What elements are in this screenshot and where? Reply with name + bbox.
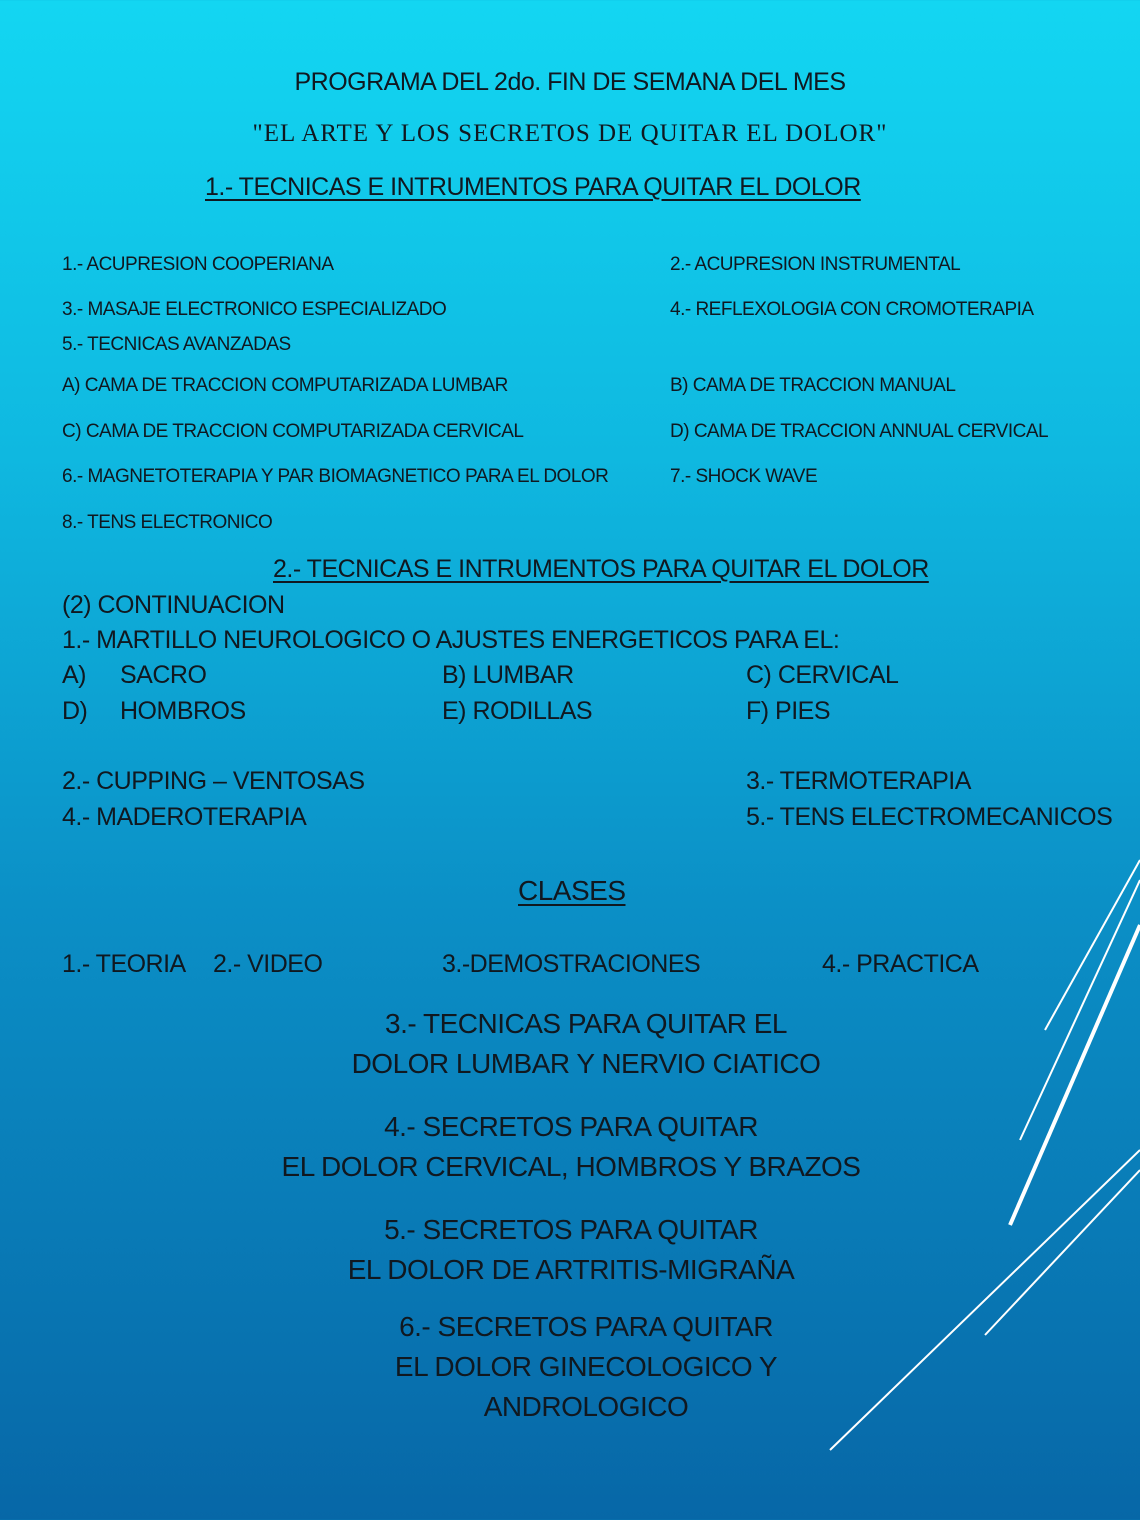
list-item: 1.- ACUPRESION COOPERIANA: [62, 254, 334, 275]
list-item: A) CAMA DE TRACCION COMPUTARIZADA LUMBAR: [62, 375, 508, 396]
list-item: 8.- TENS ELECTRONICO: [62, 512, 273, 533]
program-title: PROGRAMA DEL 2do. FIN DE SEMANA DEL MES: [294, 68, 846, 96]
list-item: C) CAMA DE TRACCION COMPUTARIZADA CERVICAL: [62, 421, 524, 442]
clase-demostraciones: 3.-DEMOSTRACIONES: [442, 950, 701, 978]
program-subtitle: "EL ARTE Y LOS SECRETOS DE QUITAR EL DOLOR": [252, 120, 888, 147]
section2-item-4: 4.- MADEROTERAPIA: [62, 803, 307, 831]
list-item: 2.- ACUPRESION INSTRUMENTAL: [670, 254, 961, 275]
list-item: D) CAMA DE TRACCION ANNUAL CERVICAL: [670, 421, 1049, 442]
option-f: F) PIES: [746, 697, 831, 725]
section4-line2: EL DOLOR CERVICAL, HOMBROS Y BRAZOS: [281, 1151, 861, 1182]
section2-item-2: 2.- CUPPING – VENTOSAS: [62, 767, 365, 795]
clase-practica: 4.- PRACTICA: [822, 950, 979, 978]
section6-line3: ANDROLOGICO: [483, 1391, 689, 1422]
section2-continuation: (2) CONTINUACION: [62, 591, 285, 619]
section6-line1: 6.- SECRETOS PARA QUITAR: [399, 1311, 773, 1342]
option-c: C) CERVICAL: [746, 661, 899, 689]
option-d-letter: D): [62, 697, 88, 725]
list-item: 6.- MAGNETOTERAPIA Y PAR BIOMAGNETICO PARA EL DOLOR: [62, 466, 609, 487]
option-b: B) LUMBAR: [442, 661, 574, 689]
clase-video: 2.- VIDEO: [213, 950, 323, 978]
option-d-text: HOMBROS: [120, 697, 246, 725]
section2-item-3: 3.- TERMOTERAPIA: [746, 767, 971, 795]
section2-item-5: 5.- TENS ELECTROMECANICOS: [746, 803, 1113, 831]
list-item: 5.- TECNICAS AVANZADAS: [62, 334, 291, 355]
section5-line1: 5.- SECRETOS PARA QUITAR: [384, 1214, 758, 1245]
section1-title: 1.- TECNICAS E INTRUMENTOS PARA QUITAR EL DOLOR: [205, 173, 861, 201]
option-e: E) RODILLAS: [442, 697, 593, 725]
section2-title: 2.- TECNICAS E INTRUMENTOS PARA QUITAR EL DOLOR: [273, 555, 929, 583]
section3-line2: DOLOR LUMBAR Y NERVIO CIATICO: [351, 1048, 821, 1079]
clases-title: CLASES: [518, 875, 626, 906]
list-item: 4.- REFLEXOLOGIA CON CROMOTERAPIA: [670, 299, 1034, 320]
section6-line2: EL DOLOR GINECOLOGICO Y: [394, 1351, 778, 1382]
option-a-letter: A): [62, 661, 86, 689]
section3-line1: 3.- TECNICAS PARA QUITAR EL: [385, 1008, 787, 1039]
list-item: B) CAMA DE TRACCION MANUAL: [670, 375, 956, 396]
section5-line2: EL DOLOR DE ARTRITIS-MIGRAÑA: [347, 1254, 795, 1285]
option-a-text: SACRO: [120, 661, 207, 689]
list-item: 3.- MASAJE ELECTRONICO ESPECIALIZADO: [62, 299, 447, 320]
section2-item-1: 1.- MARTILLO NEUROLOGICO O AJUSTES ENERGETICOS PARA EL:: [62, 626, 840, 654]
list-item: 7.- SHOCK WAVE: [670, 466, 818, 487]
section4-line1: 4.- SECRETOS PARA QUITAR: [384, 1111, 758, 1142]
clase-teoria: 1.- TEORIA: [62, 950, 186, 978]
